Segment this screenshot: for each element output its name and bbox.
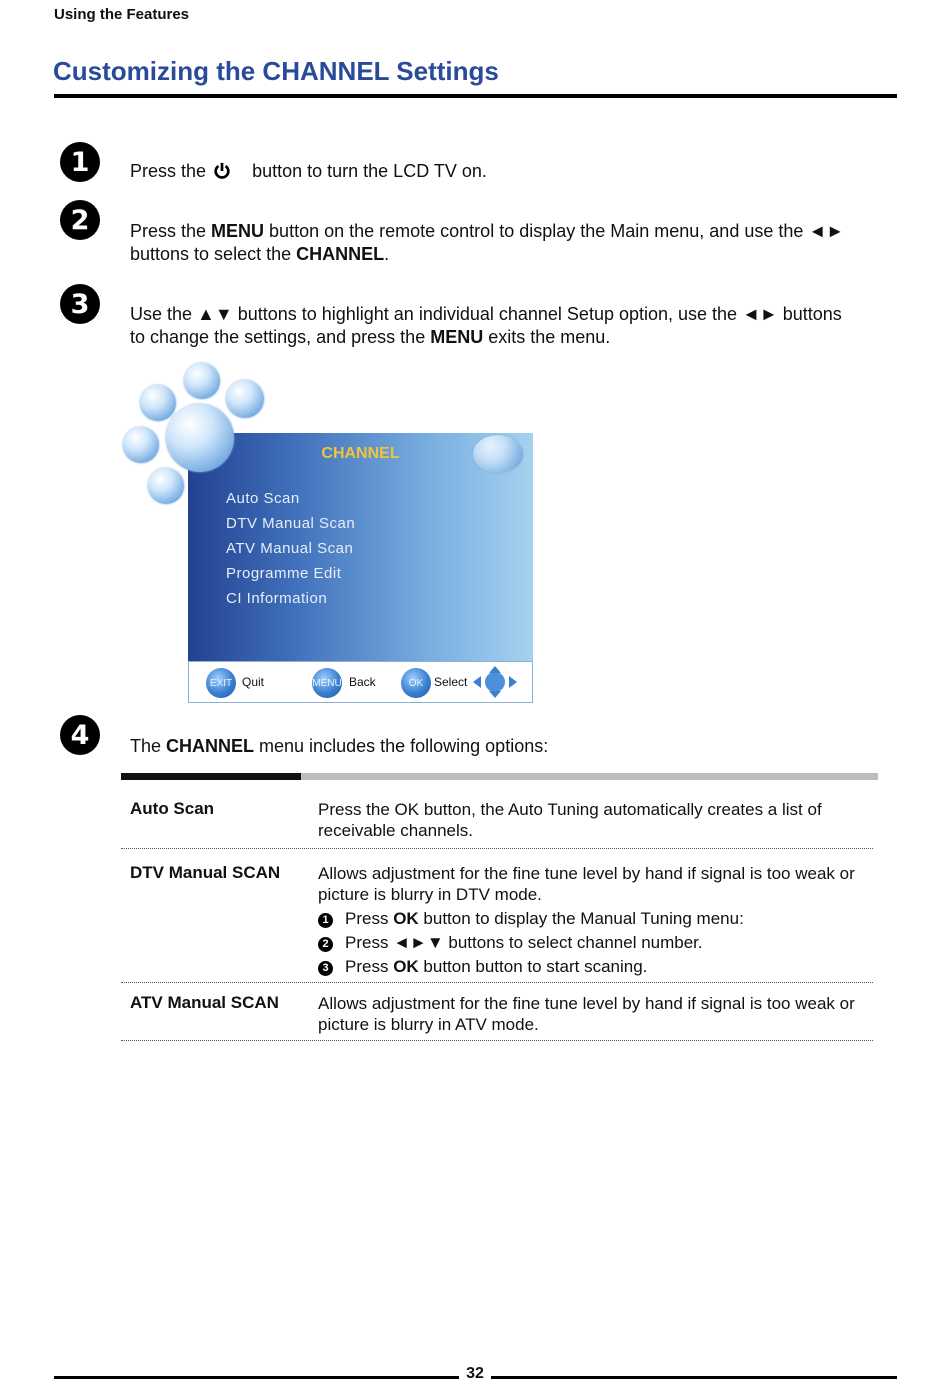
back-label: Back bbox=[349, 675, 376, 689]
channel-menu-panel bbox=[188, 433, 533, 663]
title-rule bbox=[54, 94, 897, 98]
menu-item-programme-edit[interactable]: Programme Edit bbox=[226, 565, 342, 582]
power-icon bbox=[213, 162, 231, 180]
option-term-atv-manual-scan: ATV Manual SCAN bbox=[130, 993, 279, 1012]
footer-rule-right bbox=[491, 1376, 897, 1379]
dtv-substep-1: 1 Press OK button to display the Manual Tuning menu: bbox=[318, 907, 744, 931]
exit-button-icon[interactable]: EXIT bbox=[206, 668, 236, 698]
option-desc-atv-manual-scan: Allows adjustment for the fine tune level by hand if signal is too weak or picture is blurry in ATV mode. bbox=[318, 994, 855, 1034]
menu-item-auto-scan[interactable]: Auto Scan bbox=[226, 490, 300, 507]
row-separator bbox=[121, 848, 873, 849]
option-term-auto-scan: Auto Scan bbox=[130, 799, 215, 818]
menu-item-ci-information[interactable]: CI Information bbox=[226, 590, 328, 607]
step-4-badge: 4 bbox=[60, 715, 100, 755]
dtv-substep-3: 3 Press OK button button to start scaning. bbox=[318, 955, 647, 979]
step-2-badge: 2 bbox=[60, 200, 100, 240]
running-header: Using the Features bbox=[54, 6, 190, 23]
menu-item-dtv-manual-scan[interactable]: DTV Manual Scan bbox=[226, 515, 356, 532]
step-1-badge: 1 bbox=[60, 142, 100, 182]
channel-menu-screenshot bbox=[120, 360, 535, 705]
dtv-substep-2: 2 Press ◄►▼ buttons to select channel number. bbox=[318, 931, 703, 955]
picture-icon bbox=[226, 380, 264, 418]
camera-icon bbox=[140, 385, 176, 421]
menu-title: CHANNEL bbox=[321, 445, 400, 462]
setup-icon bbox=[148, 468, 184, 504]
channel-icon bbox=[166, 404, 234, 472]
option-desc-dtv-manual-scan: Allows adjustment for the fine tune level by hand if signal is too weak or picture is blurry in DTV mode. bbox=[318, 864, 855, 904]
step-1-text: Press the button to turn the LCD TV on. bbox=[130, 161, 487, 181]
satellite-icon bbox=[184, 363, 220, 399]
step-2-text: Press the MENU button on the remote control to display the Main menu, and use the ◄► buttons to select the CHANNEL. bbox=[130, 221, 845, 264]
option-desc-auto-scan: Press the OK button, the Auto Tuning automatically creates a list of receivable channels. bbox=[318, 800, 822, 840]
table-header-rule-dark bbox=[121, 773, 301, 780]
row-separator bbox=[121, 1040, 873, 1041]
step-3-badge: 3 bbox=[60, 284, 100, 324]
menu-item-atv-manual-scan[interactable]: ATV Manual Scan bbox=[226, 540, 354, 557]
select-label: Select bbox=[434, 675, 468, 689]
step-3-text: Use the ▲▼ buttons to highlight an individual channel Setup option, use the ◄► buttons to change the settings, and press the MENU exits the menu. bbox=[130, 304, 842, 347]
ok-button-icon[interactable]: OK bbox=[401, 668, 431, 698]
footer-rule-left bbox=[54, 1376, 459, 1379]
navigation-arrows-icon bbox=[471, 664, 519, 700]
table-header-rule-light bbox=[301, 773, 878, 780]
menu-button-icon[interactable]: MENU bbox=[312, 668, 342, 698]
lock-icon bbox=[123, 427, 159, 463]
page-number: 32 bbox=[466, 1365, 484, 1382]
page-title: Customizing the CHANNEL Settings bbox=[53, 56, 499, 86]
option-term-dtv-manual-scan: DTV Manual SCAN bbox=[130, 863, 281, 882]
menu-button-bar bbox=[188, 661, 533, 703]
magnifier-icon bbox=[473, 435, 523, 473]
row-separator bbox=[121, 982, 873, 983]
step-4-text: The CHANNEL menu includes the following options: bbox=[130, 736, 549, 756]
quit-label: Quit bbox=[242, 675, 265, 689]
